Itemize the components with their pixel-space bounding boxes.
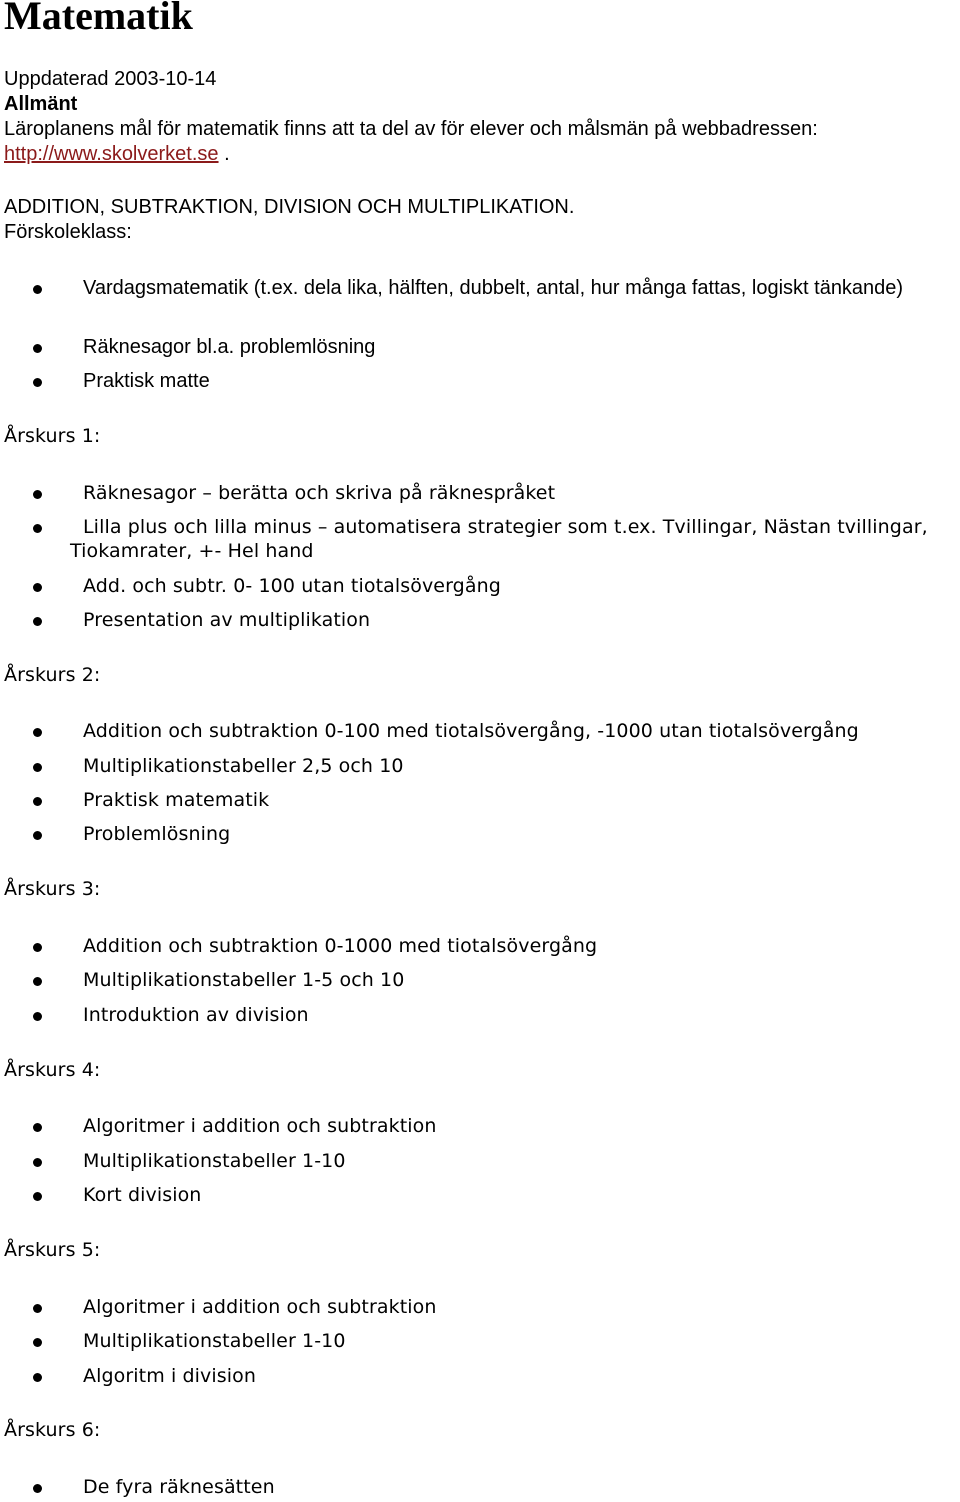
list-item: Kort division <box>70 1183 955 1207</box>
list-item: De fyra räknesätten <box>70 1475 955 1499</box>
list-item: Addition och subtraktion 0-1000 med tiotalsövergång <box>70 934 955 958</box>
list-item: Multiplikationstabeller 1-5 och 10 <box>70 968 955 992</box>
bullet-icon <box>33 1192 42 1201</box>
list-item: Introduktion av division <box>70 1003 955 1027</box>
preschool-label: Förskoleklass: <box>4 221 132 243</box>
bullet-icon <box>33 977 42 986</box>
list-item: Presentation av multiplikation <box>70 608 955 632</box>
list-item: Multiplikationstabeller 1-10 <box>70 1329 955 1353</box>
grade-label: Årskurs 6: <box>4 1419 101 1441</box>
grade-label: Årskurs 3: <box>4 878 101 900</box>
list-item: Algoritmer i addition och subtraktion <box>70 1295 955 1319</box>
general-heading: Allmänt <box>4 93 78 115</box>
bullet-icon <box>33 831 42 840</box>
bullet-icon <box>33 1484 42 1493</box>
bullet-icon <box>33 728 42 737</box>
skolverket-link[interactable]: http://www.skolverket.se <box>4 143 219 165</box>
list-item: Multiplikationstabeller 1-10 <box>70 1149 955 1173</box>
list-item: Algoritmer i addition och subtraktion <box>70 1114 955 1138</box>
intro-paragraph <box>4 117 818 142</box>
link-suffix: . <box>224 143 230 165</box>
bullet-icon <box>33 943 42 952</box>
bullet-icon <box>33 583 42 592</box>
list-item: Räknesagor bl.a. problemlösning <box>70 335 955 360</box>
bullet-icon <box>33 344 42 353</box>
section-title: ADDITION, SUBTRAKTION, DIVISION OCH MULTIPLIKATION. <box>4 196 575 218</box>
grade-label: Årskurs 4: <box>4 1059 101 1081</box>
updated-date: Uppdaterad 2003-10-14 <box>4 68 217 90</box>
bullet-icon <box>33 763 42 772</box>
bullet-icon <box>33 1304 42 1313</box>
bullet-icon <box>33 617 42 626</box>
list-item: Lilla plus och lilla minus – automatisera strategier som t.ex. Tvillingar, Nästan tvillingar, Tiokamrater, +- Hel hand <box>70 515 955 563</box>
bullet-icon <box>33 378 42 387</box>
bullet-icon <box>33 1338 42 1347</box>
intro-text: Läroplanens mål för matematik finns att ta del av för elever och målsmän på webbadressen: <box>4 118 818 140</box>
bullet-icon <box>33 797 42 806</box>
list-item: Praktisk matte <box>70 369 955 394</box>
list-item: Räknesagor – berätta och skriva på räknespråket <box>70 481 955 505</box>
page-title: Matematik <box>4 0 193 38</box>
bullet-icon <box>33 1012 42 1021</box>
link-line <box>4 142 230 167</box>
list-item: Algoritm i division <box>70 1364 955 1388</box>
bullet-icon <box>33 524 42 533</box>
bullet-icon <box>33 490 42 499</box>
bullet-icon <box>33 1373 42 1382</box>
bullet-icon <box>33 285 42 294</box>
list-item: Multiplikationstabeller 2,5 och 10 <box>70 754 955 778</box>
list-item: Praktisk matematik <box>70 788 955 812</box>
grade-label: Årskurs 5: <box>4 1239 101 1261</box>
list-item: Problemlösning <box>70 822 955 846</box>
list-item: Vardagsmatematik (t.ex. dela lika, hälften, dubbelt, antal, hur många fattas, logiskt tänkande) <box>70 276 955 301</box>
list-item: Addition och subtraktion 0-100 med tiotalsövergång, -1000 utan tiotalsövergång <box>70 719 955 743</box>
grade-label: Årskurs 1: <box>4 425 101 447</box>
bullet-icon <box>33 1123 42 1132</box>
list-item: Add. och subtr. 0- 100 utan tiotalsövergång <box>70 574 955 598</box>
grade-label: Årskurs 2: <box>4 664 101 686</box>
bullet-icon <box>33 1158 42 1167</box>
